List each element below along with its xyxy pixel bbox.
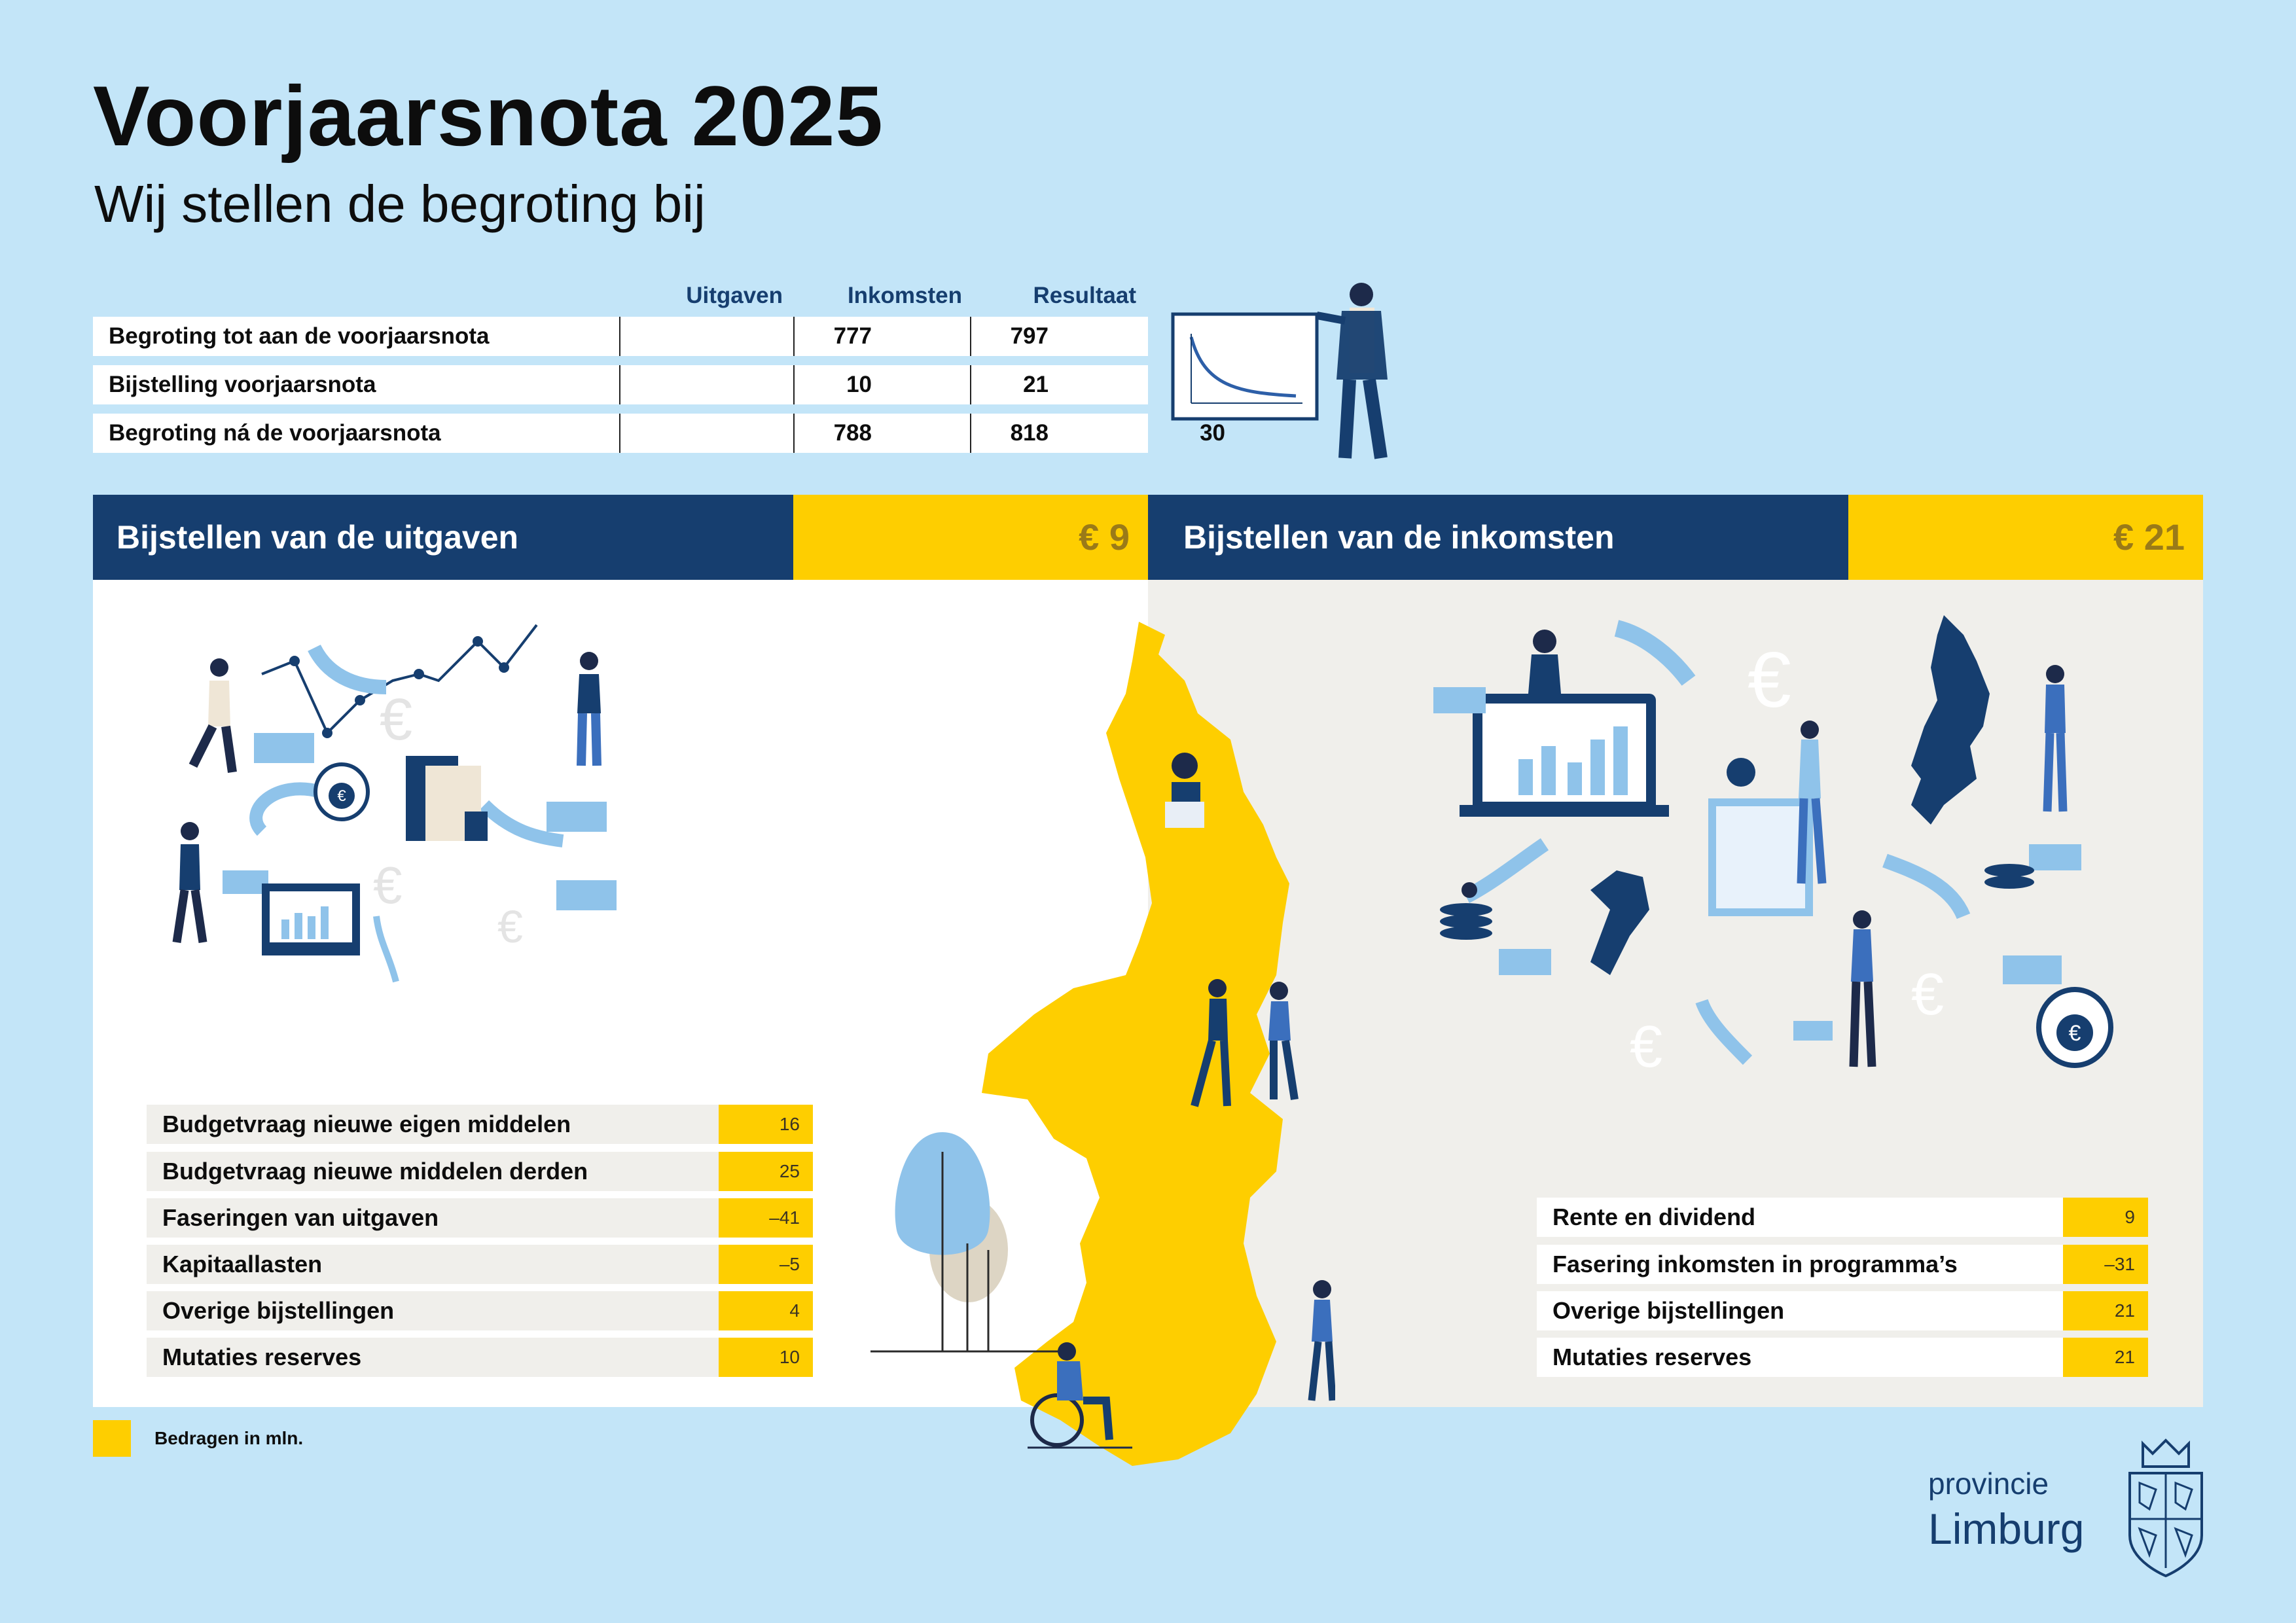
wheelchair-icon [1021, 1335, 1139, 1453]
income-item-label: Mutaties reserves [1537, 1338, 2063, 1377]
summary-value-uitgaven: 10 [846, 372, 872, 397]
expenses-header: Bijstellen van de uitgaven [93, 495, 793, 580]
divider [793, 414, 795, 453]
limburg-coat-of-arms-icon [2123, 1437, 2208, 1581]
list-item [1537, 1291, 2148, 1330]
person-presenting-chart-icon [1165, 275, 1414, 471]
expense-item-value: 10 [719, 1338, 813, 1377]
brand-line-1: provincie [1928, 1467, 2049, 1501]
expense-item-value: 25 [719, 1152, 813, 1191]
expense-item-label: Faseringen van uitgaven [147, 1198, 719, 1238]
divider [970, 414, 971, 453]
list-item [147, 1152, 813, 1191]
summary-value-uitgaven: 777 [833, 323, 872, 349]
summary-row [93, 365, 1148, 404]
expenses-total-badge: € 9 [793, 495, 1148, 580]
list-item [147, 1105, 813, 1144]
divider [970, 365, 971, 404]
list-item [147, 1198, 813, 1238]
income-item-value: 21 [2063, 1291, 2148, 1330]
list-item [147, 1338, 813, 1377]
summary-value-uitgaven: 788 [833, 420, 872, 446]
finance-illustration-icon [157, 615, 694, 995]
summary-value-resultaat: 30 [1200, 420, 1225, 446]
svg-text:€: € [2068, 1021, 2081, 1046]
expense-item-value: –5 [719, 1245, 813, 1284]
income-illustration-icon [1427, 609, 2160, 1106]
income-item-label: Fasering inkomsten in programma’s [1537, 1245, 2063, 1284]
divider [619, 317, 620, 356]
expense-item-label: Kapitaallasten [147, 1245, 719, 1284]
summary-value-inkomsten: 818 [1010, 420, 1049, 446]
expense-item-value: 4 [719, 1291, 813, 1330]
column-header-uitgaven: Uitgaven [686, 283, 783, 308]
list-item [147, 1291, 813, 1330]
divider [793, 365, 795, 404]
expense-item-label: Overige bijstellingen [147, 1291, 719, 1330]
divider [619, 414, 620, 453]
income-item-label: Rente en dividend [1537, 1198, 2063, 1237]
summary-row [93, 317, 1148, 356]
income-item-label: Overige bijstellingen [1537, 1291, 2063, 1330]
svg-text:€: € [1748, 636, 1791, 724]
expense-item-value: –41 [719, 1198, 813, 1238]
svg-text:€: € [1911, 962, 1945, 1027]
expense-item-label: Mutaties reserves [147, 1338, 719, 1377]
column-header-inkomsten: Inkomsten [847, 283, 962, 308]
expense-item-label: Budgetvraag nieuwe eigen middelen [147, 1105, 719, 1144]
svg-text:€: € [497, 901, 523, 952]
list-item [147, 1245, 813, 1284]
divider [619, 365, 620, 404]
income-header: Bijstellen van de inkomsten [1148, 495, 1848, 580]
expense-item-value: 16 [719, 1105, 813, 1144]
column-header-resultaat: Resultaat [1033, 283, 1136, 308]
summary-row-label: Begroting ná de voorjaarsnota [109, 420, 441, 446]
brand-line-2: Limburg [1928, 1505, 2085, 1553]
legend-swatch [93, 1420, 131, 1457]
legend-label: Bedragen in mln. [154, 1428, 304, 1448]
divider [970, 317, 971, 356]
svg-text:€: € [373, 856, 403, 914]
list-item [1537, 1245, 2148, 1284]
page-title: Voorjaarsnota 2025 [93, 68, 884, 164]
income-item-value: 9 [2063, 1198, 2148, 1237]
svg-text:€: € [1630, 1014, 1663, 1080]
summary-value-inkomsten: 797 [1010, 323, 1049, 349]
summary-row-label: Bijstelling voorjaarsnota [109, 372, 376, 397]
svg-text:€: € [337, 787, 346, 805]
income-item-value: 21 [2063, 1338, 2148, 1377]
svg-text:€: € [380, 687, 413, 753]
income-item-value: –31 [2063, 1245, 2148, 1284]
list-item [1537, 1338, 2148, 1377]
tree-icon [870, 1126, 1073, 1361]
divider [793, 317, 795, 356]
page-subtitle: Wij stellen de begroting bij [94, 175, 706, 233]
list-item [1537, 1198, 2148, 1237]
income-total-badge: € 21 [1848, 495, 2203, 580]
expense-item-label: Budgetvraag nieuwe middelen derden [147, 1152, 719, 1191]
summary-value-inkomsten: 21 [1023, 372, 1049, 397]
summary-row [93, 414, 1225, 453]
summary-row-label: Begroting tot aan de voorjaarsnota [109, 323, 490, 349]
